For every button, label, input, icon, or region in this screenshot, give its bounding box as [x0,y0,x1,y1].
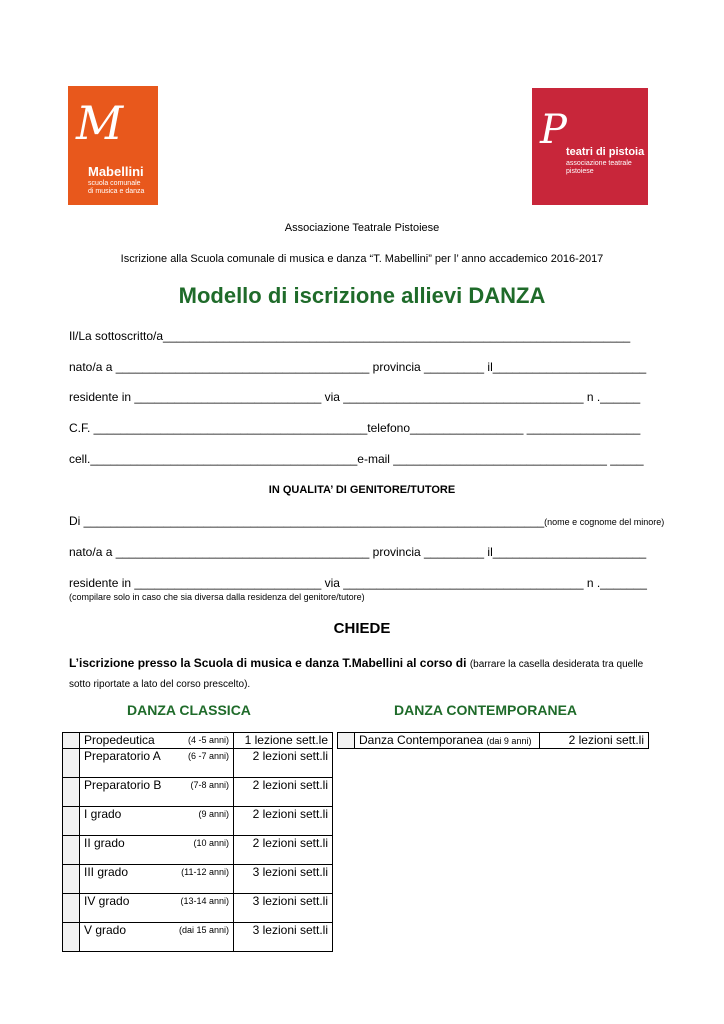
logo-subtitle: scuola comunale di musica e danza [88,180,145,195]
lessons-cell: 3 lezioni sett.li [234,923,333,952]
table-row [63,836,333,865]
course-cell: V grado (dai 15 anni) [80,923,234,952]
lessons-cell: 3 lezioni sett.li [234,894,333,923]
table-row [63,749,333,778]
section-danza-classica: DANZA CLASSICA [127,702,251,718]
table-row [338,733,649,749]
logo-name: Mabellini [88,164,144,179]
request-text: L’iscrizione presso la Scuola di musica e danza T.Mabellini al corso di (barrare la casella desiderata tra quelle sotto riportate a lato del corso prescelto). [69,656,644,690]
course-checkbox[interactable] [63,836,80,865]
field-cell-email[interactable]: cell.________________________________________e-mail ________________________________ _____ [69,452,644,466]
minor-name-note: (nome e cognome del minore) [544,517,665,527]
lessons-cell: 2 lezioni sett.li [234,778,333,807]
table-row [63,807,333,836]
course-checkbox[interactable] [63,778,80,807]
table-row [63,923,333,952]
logo-mark: M [76,96,124,150]
lessons-cell: 2 lezioni sett.li [234,749,333,778]
course-cell: Propedeutica (4 -5 anni) [80,733,234,749]
field-minor-residente[interactable]: residente in ____________________________ via ____________________________________ n ._______ [69,576,647,590]
course-cell: IV grado (13-14 anni) [80,894,234,923]
course-cell: Preparatorio A (6 -7 anni) [80,749,234,778]
residence-note: (compilare solo in caso che sia diversa dalla residenza del genitore/tutore) [69,592,365,602]
section-danza-contemporanea: DANZA CONTEMPORANEA [394,702,578,718]
course-checkbox[interactable] [338,733,355,749]
course-cell: I grado (9 anni) [80,807,234,836]
guardian-heading: IN QUALITA’ DI GENITORE/TUTORE [268,484,456,496]
course-cell: Preparatorio B (7-8 anni) [80,778,234,807]
course-checkbox[interactable] [63,733,80,749]
classica-table [62,732,333,952]
lessons-cell: 3 lezioni sett.li [234,865,333,894]
lessons-cell: 2 lezioni sett.li [234,836,333,865]
chiede-heading: CHIEDE [333,620,391,637]
course-checkbox[interactable] [63,749,80,778]
course-checkbox[interactable] [63,865,80,894]
logo-mark: P [540,107,567,153]
course-cell: III grado (11-12 anni) [80,865,234,894]
course-checkbox[interactable] [63,923,80,952]
lessons-cell: 1 lezione sett.le [234,733,333,749]
field-residente-via[interactable]: residente in ____________________________ via ____________________________________ n .______ [69,390,641,404]
field-nato-provincia[interactable]: nato/a a ______________________________________ provincia _________ il_______________________ [69,360,647,374]
contemporanea-table [337,732,649,749]
lessons-cell: 2 lezioni sett.li [234,807,333,836]
field-cf-telefono[interactable]: C.F. _________________________________________telefono_________________ _________________ [69,421,641,435]
course-checkbox[interactable] [63,894,80,923]
page-title: Modello di iscrizione allievi DANZA [178,283,546,308]
lessons-cell: 2 lezioni sett.li [540,733,649,749]
table-row [63,778,333,807]
field-minor-name[interactable]: Di _____________________________________________________________________(nome e cognome del minore) [69,514,665,528]
table-row [63,865,333,894]
logo-subtitle: associazione teatrale pistoiese [566,160,632,175]
field-sottoscritto[interactable]: Il/La sottoscritto/a______________________________________________________________________ [69,329,631,343]
table-row [63,894,333,923]
logo-name: teatri di pistoia [566,146,645,158]
association-name: Associazione Teatrale Pistoiese [284,222,440,234]
teatri-di-pistoia-logo [532,88,648,205]
course-cell: II grado (10 anni) [80,836,234,865]
course-checkbox[interactable] [63,807,80,836]
course-cell: Danza Contemporanea (dai 9 anni) [355,733,540,749]
table-row [63,733,333,749]
mabellini-logo [68,86,158,205]
enrollment-subtitle: Iscrizione alla Scuola comunale di musica e danza “T. Mabellini” per l’ anno accademico 2016-2017 [120,253,604,265]
field-minor-nato[interactable]: nato/a a ______________________________________ provincia _________ il_______________________ [69,545,647,559]
